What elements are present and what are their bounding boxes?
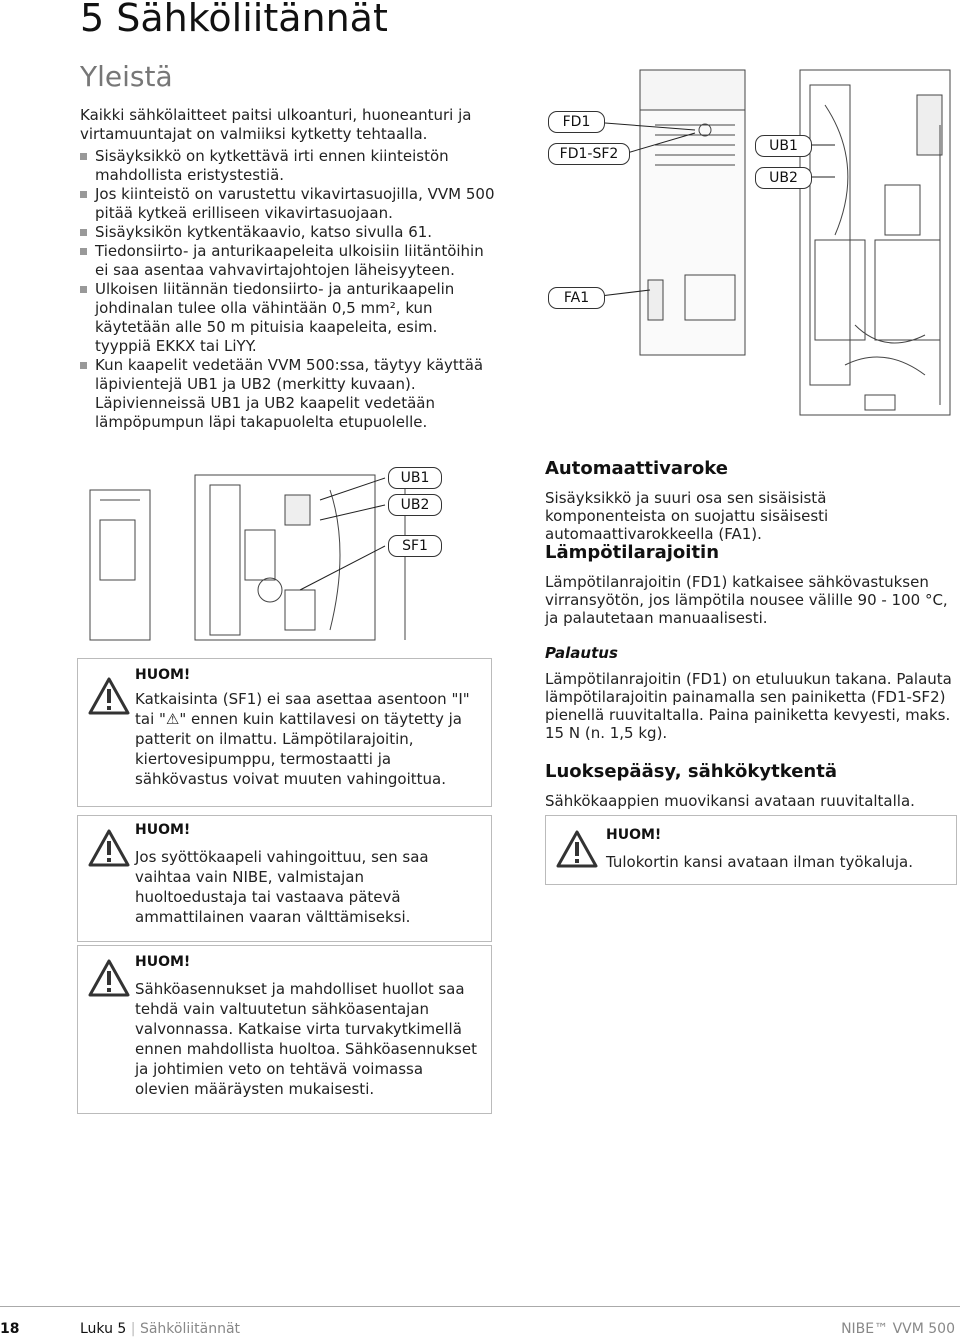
paragraph-palautus: Lämpötilanrajoitin (FD1) on etuluukun takana. Palauta lämpötilarajoitin painamalla sen painiketta (FD1-SF2) pienellä ruuvitaltalla. Paina painiketta kevyesti, maks. 15 N (n. 1,5 kg). xyxy=(545,670,952,742)
bullet-square-icon xyxy=(80,248,87,255)
label-ub2-top: UB2 xyxy=(755,167,812,189)
bullet-square-icon xyxy=(80,286,87,293)
warning-note-installation xyxy=(77,945,492,1114)
footer-chapter-title: Sähköliitännät xyxy=(139,1321,241,1337)
paragraph-lampotilarajoitin: Lämpötilanrajoitin (FD1) katkaisee sähkövastuksen virransyötön, jos lämpötila nousee välille 90 - 100 °C, ja palautetaan manuaalisesti. xyxy=(545,573,948,627)
unit-drawing xyxy=(545,65,960,445)
note-title: HUOM! xyxy=(135,822,191,838)
footer-divider xyxy=(0,1306,960,1307)
bullet-item: Sisäyksikkö on kytkettävä irti ennen kiinteistön mahdollista eristystestiä. xyxy=(80,147,495,185)
footer-separator: | xyxy=(130,1321,136,1337)
warning-triangle-icon xyxy=(88,677,130,715)
heading-luoksepaasy: Luoksepääsy, sähkökytkentä xyxy=(545,761,837,782)
bullet-square-icon xyxy=(80,362,87,369)
label-ub1-bottom: UB1 xyxy=(388,467,442,489)
footer-product: NIBE™ VVM 500 xyxy=(841,1321,955,1337)
bullet-item: Jos kiinteistö on varustettu vikavirtasuojilla, VVM 500 pitää kytkeä erilliseen vikavirtasuojaan. xyxy=(80,185,495,223)
note-title: HUOM! xyxy=(606,827,662,843)
page-title: 5 Sähköliitännät xyxy=(80,0,388,40)
warning-triangle-icon xyxy=(88,959,130,997)
note-title: HUOM! xyxy=(135,667,191,683)
paragraph-luoksepaasy: Sähkökaappien muovikansi avataan ruuvitaltalla. xyxy=(545,792,915,810)
bullet-item: Kun kaapelit vedetään VVM 500:ssa, täytyy käyttää läpivientejä UB1 ja UB2 (merkitty kuvaan). Läpivienneissä UB1 ja UB2 kaapelit vedetään lämpöpumpun läpi takapuolelta etupuolelle. xyxy=(80,356,495,432)
warning-triangle-icon xyxy=(556,830,598,868)
intro-paragraph: Kaikki sähkölaitteet paitsi ulkoanturi, huoneanturi ja virtamuuntajat on valmiiksi kytketty tehtaalla. xyxy=(80,106,472,143)
label-ub2-bottom: UB2 xyxy=(388,494,442,516)
warning-triangle-icon xyxy=(88,829,130,867)
footer-chapter-number: Luku 5 xyxy=(80,1321,127,1337)
bullet-square-icon xyxy=(80,229,87,236)
warning-note-sf1 xyxy=(77,658,492,807)
bullet-list xyxy=(80,147,495,432)
note-text: Katkaisinta (SF1) ei saa asettaa asentoon "I" tai "⚠" ennen kuin kattilavesi on täytetty ja patterit on ilmattu. Lämpötilarajoitin, kiertovesipumppu, termostaatti ja sähkövastus voivat muuten vahingoittua. xyxy=(135,690,470,788)
heading-palautus: Palautus xyxy=(545,644,618,662)
bullet-item: Tiedonsiirto- ja anturikaapeleita ulkoisiin liitäntöihin ei saa asentaa vahvavirtajohtojen läheisyyteen. xyxy=(80,242,495,280)
heading-lampotilarajoitin: Lämpötilarajoitin xyxy=(545,542,720,563)
label-fd1-sf2: FD1-SF2 xyxy=(548,143,630,165)
label-fa1: FA1 xyxy=(548,287,605,309)
heading-automaattivaroke: Automaattivaroke xyxy=(545,458,728,479)
warning-note-cable xyxy=(77,815,492,942)
paragraph-automaattivaroke: Sisäyksikkö ja suuri osa sen sisäisistä komponenteista on suojattu sisäisesti automaattivarokkeella (FA1). xyxy=(545,489,829,543)
footer-chapter xyxy=(80,1321,240,1337)
unit-illustration-top xyxy=(545,65,960,445)
label-ub1-top: UB1 xyxy=(755,135,812,157)
label-fd1: FD1 xyxy=(548,111,605,133)
bullet-square-icon xyxy=(80,191,87,198)
bullet-item: Ulkoisen liitännän tiedonsiirto- ja anturikaapelin johdinalan tulee olla vähintään 0,5 mm², kun käytetään alle 50 m pituisia kaapeleita, esim. tyyppiä EKKX tai LiYY. xyxy=(80,280,495,356)
bullet-square-icon xyxy=(80,153,87,160)
section-heading: Yleistä xyxy=(80,60,173,93)
note-text: Sähköasennukset ja mahdolliset huollot saa tehdä vain valtuutetun sähköasentajan valvonnassa. Katkaise virta turvakytkimellä ennen mahdollista huoltoa. Sähköasennukset ja johtimien veto on tehtävä voimassa olevien määräysten mukaisesti. xyxy=(135,980,477,1098)
label-sf1: SF1 xyxy=(388,535,442,557)
bullet-item: Sisäyksikön kytkentäkaavio, katso sivulla 61. xyxy=(80,223,495,242)
warning-note-tulokortti xyxy=(545,815,957,885)
page-number: 18 xyxy=(0,1321,20,1337)
note-title: HUOM! xyxy=(135,954,191,970)
note-text: Jos syöttökaapeli vahingoittuu, sen saa vaihtaa vain NIBE, valmistajan huoltoedustaja tai vastaava pätevä ammattilainen vaaran välttämiseksi. xyxy=(135,848,429,926)
note-text: Tulokortin kansi avataan ilman työkaluja. xyxy=(606,853,913,871)
